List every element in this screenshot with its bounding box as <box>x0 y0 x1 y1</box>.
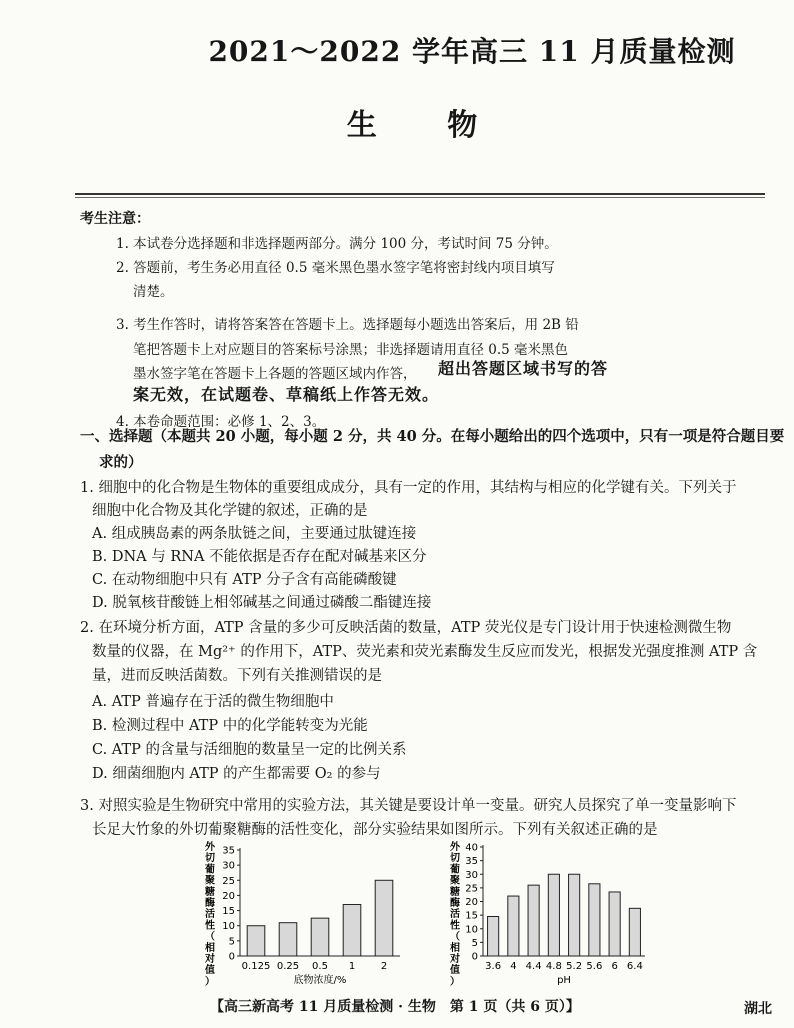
header-rule-thin <box>75 197 765 198</box>
q1-option-c: C. 在动物细胞中只有 ATP 分子含有高能磷酸键 <box>92 572 397 588</box>
notice-line: 清楚。 <box>133 284 174 300</box>
y-tick-label: 15 <box>465 910 478 922</box>
x-tick-label: 2 <box>380 961 388 972</box>
y-tick-label: 30 <box>222 860 235 872</box>
y-axis-label-char: ） <box>450 976 460 988</box>
chart-substrate-concentration <box>200 838 420 988</box>
y-axis-label-char: 活 <box>205 909 215 921</box>
y-tick-label: 35 <box>465 856 478 868</box>
notice-line: 笔把答题卡上对应题目的答案标号涂黑；非选择题请用直径 0.5 毫米黑色 <box>133 342 569 358</box>
notice-line: 4. 本卷命题范围：必修 1、2、3。 <box>116 414 326 430</box>
y-axis-label-char: 酶 <box>450 898 460 909</box>
x-tick-label: 4.8 <box>545 961 562 972</box>
bar <box>569 874 580 956</box>
x-tick-label: 0.25 <box>276 961 300 972</box>
header-rule <box>75 193 765 195</box>
y-axis-label-char: ） <box>205 976 215 988</box>
y-tick-label: 5 <box>228 936 235 948</box>
notice-line: 墨水签字笔在答题卡上各题的答题区域内作答， <box>133 366 417 382</box>
bar <box>488 916 499 956</box>
y-tick-label: 0 <box>471 951 478 963</box>
chart-ph <box>445 838 655 988</box>
y-axis-label-char: 对 <box>450 954 460 965</box>
x-tick-label: 4.4 <box>525 961 542 972</box>
notices-heading: 考生注意： <box>80 211 150 227</box>
exam-title: 2021～2022 学年高三 11 月质量检测 <box>208 35 736 68</box>
y-axis-label-char: 相 <box>450 942 460 954</box>
notice-line: 3. 考生作答时，请将答案答在答题卡上。选择题每小题选出答案后，用 2B 铅 <box>116 317 579 333</box>
y-tick-label: 25 <box>222 875 235 887</box>
q1-option-b: B. DNA 与 RNA 不能依据是否存在配对碱基来区分 <box>92 549 427 565</box>
y-axis-label-char: 外 <box>205 842 215 853</box>
y-tick-label: 5 <box>471 937 478 949</box>
q3-stem: 长足大竹象的外切葡聚糖酶的活性变化，部分实验结果如图所示。下列有关叙述正确的是 <box>92 822 658 838</box>
y-tick-label: 10 <box>222 921 235 933</box>
q3-stem: 3. 对照实验是生物研究中常用的实验方法，其关键是要设计单一变量。研究人员探究了单一变量影响下 <box>80 798 737 814</box>
x-axis-label: pH <box>557 975 571 986</box>
bar <box>629 908 640 956</box>
y-tick-label: 25 <box>465 883 478 895</box>
y-tick-label: 20 <box>465 897 478 908</box>
bar <box>548 874 559 956</box>
y-axis-label-char: 相 <box>205 942 215 954</box>
q2-option-c: C. ATP 的含量与活细胞的数量呈一定的比例关系 <box>92 742 407 758</box>
q1-stem: 1. 细胞中的化合物是生物体的重要组成成分，具有一定的作用，其结构与相应的化学键有关。下列关于 <box>80 480 737 496</box>
region-label: 湖北 <box>744 1001 772 1017</box>
bar <box>343 905 361 956</box>
x-tick-label: 3.6 <box>485 961 502 972</box>
q2-stem: 2. 在环境分析方面，ATP 含量的多少可反映活菌的数量，ATP 荧光仪是专门设计用于快速检测微生物 <box>80 620 732 636</box>
x-tick-label: 5.6 <box>586 961 603 972</box>
bar <box>247 926 265 956</box>
section-heading-cont: 求的） <box>99 454 143 471</box>
y-axis-label-char: 糖 <box>450 886 460 898</box>
bar <box>375 880 393 956</box>
q1-option-a: A. 组成胰岛素的两条肽链之间，主要通过肽键连接 <box>92 526 417 542</box>
x-tick-label: 6 <box>611 961 618 972</box>
x-tick-label: 1 <box>348 961 356 972</box>
y-axis-label-char: （ <box>205 931 215 943</box>
y-tick-label: 35 <box>222 845 235 857</box>
y-tick-label: 30 <box>465 869 478 881</box>
y-axis-label-char: 值 <box>205 965 215 977</box>
y-axis-label-char: 外 <box>450 842 460 853</box>
bar <box>311 918 329 956</box>
x-tick-label: 5.2 <box>566 961 583 972</box>
notice-emphasis: 案无效，在试题卷、草稿纸上作答无效。 <box>133 385 440 404</box>
bar <box>508 896 519 956</box>
x-tick-label: 0.5 <box>312 961 328 972</box>
notice-line: 2. 答题前，考生务必用直径 0.5 毫米黑色墨水签字笔将密封线内项目填写 <box>116 260 555 276</box>
y-axis-label-char: 切 <box>205 853 215 865</box>
y-tick-label: 20 <box>222 890 235 902</box>
notice-emphasis: 超出答题区域书写的答 <box>438 359 609 378</box>
section-heading: 一、选择题（本题共 20 小题，每小题 2 分，共 40 分。在每小题给出的四个选项中，只有一项是符合题目要 <box>80 428 785 445</box>
y-axis-label-char: 糖 <box>205 886 215 898</box>
q2-option-a: A. ATP 普遍存在于活的微生物细胞中 <box>92 694 334 710</box>
bar <box>609 892 620 956</box>
bar <box>589 884 600 956</box>
notice-line: 1. 本试卷分选择题和非选择题两部分。满分 100 分，考试时间 75 分钟。 <box>116 236 558 252</box>
bar <box>528 885 539 956</box>
y-axis-label-char: 性 <box>205 920 215 932</box>
x-tick-label: 0.125 <box>241 961 271 972</box>
y-axis-label-char: 葡 <box>450 864 460 876</box>
y-tick-label: 40 <box>465 842 478 854</box>
y-tick-label: 15 <box>222 906 235 918</box>
x-tick-label: 4 <box>510 961 517 972</box>
y-tick-label: 0 <box>228 951 235 963</box>
bar <box>279 923 297 956</box>
q1-option-d: D. 脱氧核苷酸链上相邻碱基之间通过磷酸二酯键连接 <box>92 595 432 611</box>
y-axis-label-char: 切 <box>450 853 460 865</box>
q2-stem: 数量的仪器，在 Mg²⁺ 的作用下，ATP、荧光素和荧光素酶发生反应而发光，根据发光强度推测 ATP 含 <box>92 644 758 660</box>
x-tick-label: 6.4 <box>626 961 643 972</box>
y-axis-label-char: 活 <box>450 909 460 921</box>
page-footer: 【高三新高考 11 月质量检测 · 生物 第 1 页（共 6 页）】 <box>210 999 580 1015</box>
y-axis-label-char: （ <box>450 931 460 943</box>
y-axis-label-char: 聚 <box>450 875 460 887</box>
y-axis-label-char: 值 <box>450 965 460 977</box>
q2-stem: 量，进而反映活菌数。下列有关推测错误的是 <box>92 668 382 684</box>
y-tick-label: 10 <box>465 924 478 936</box>
subject-title: 生 物 <box>346 108 478 143</box>
y-axis-label-char: 聚 <box>205 875 215 887</box>
y-axis-label-char: 性 <box>450 920 460 932</box>
x-axis-label: 底物浓度/% <box>293 975 347 986</box>
y-axis-label-char: 酶 <box>205 898 215 909</box>
q2-option-d: D. 细菌细胞内 ATP 的产生都需要 O₂ 的参与 <box>92 766 381 782</box>
y-axis-label-char: 对 <box>205 954 215 965</box>
q1-stem: 细胞中化合物及其化学键的叙述，正确的是 <box>92 503 368 519</box>
y-axis-label-char: 葡 <box>205 864 215 876</box>
q2-option-b: B. 检测过程中 ATP 中的化学能转变为光能 <box>92 718 368 734</box>
